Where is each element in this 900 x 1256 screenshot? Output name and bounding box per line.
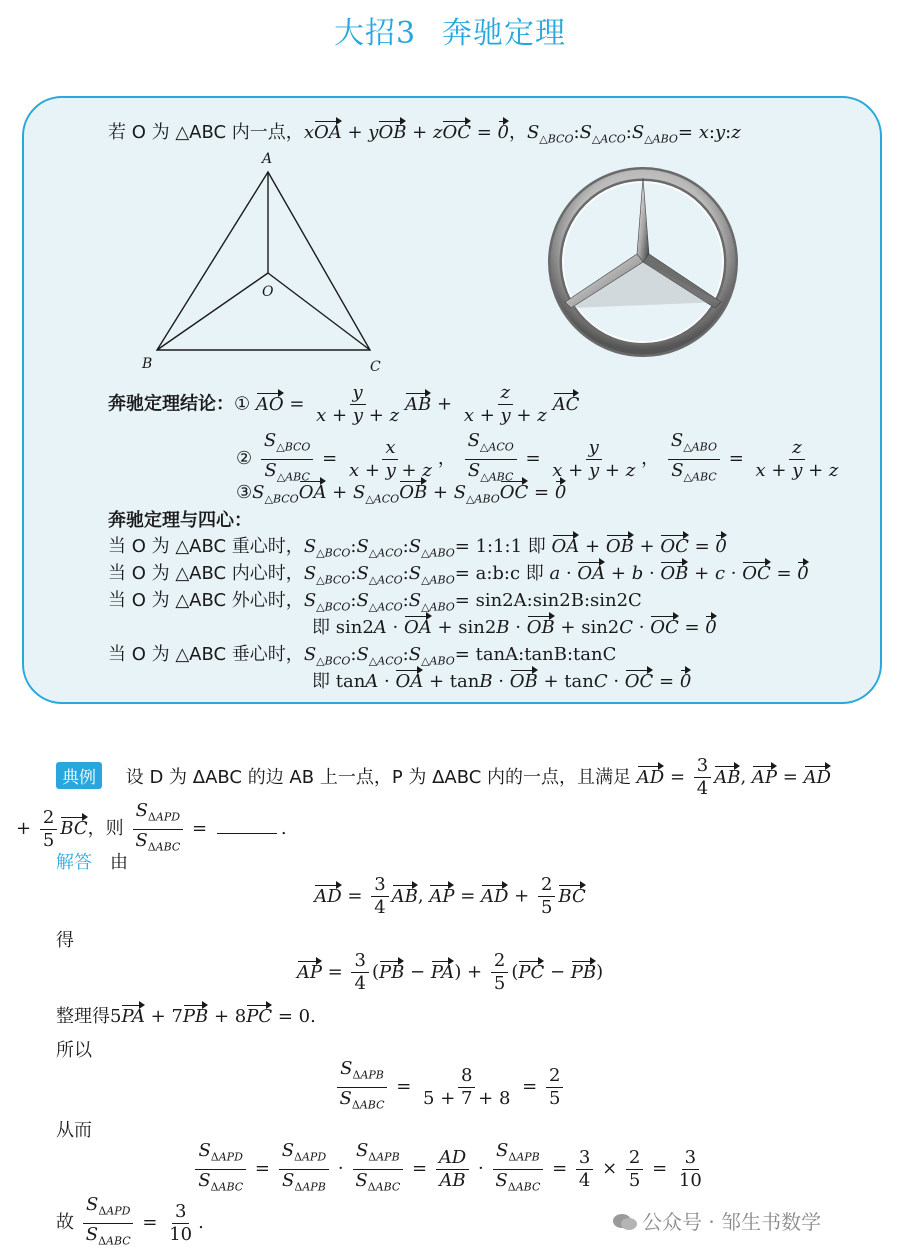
incenter-line: 当 O 为 △ABC 内心时，$S_{\triangle BCO}:S_{\triangle ACO}:S_{\triangle ABO}=$ a:b:c 即 a · OA + b · OB + c · OC = 0 <box>108 559 809 587</box>
example-question: 典例 设 D 为 ΔABC 的边 AB 上一点，P 为 ΔABC 内的一点，且满足 AD = $\frac{3}{4}$ AB, AP = AD <box>56 755 831 800</box>
triangle-diagram <box>130 148 400 380</box>
wechat-icon <box>612 1212 638 1232</box>
orthocenter-vector: 即 tanA · OA + tanB · OB + tanC · OC = 0 <box>312 667 691 693</box>
conclusion-2: ② $\frac{S_{\triangle BCO}}{S_{\triangle ABC}}$ = $\frac{x}{x + y + z}$ ， $\frac{S_{\triangle ACO}}{S_{\triangle ABC}}$ = $\frac{y}{x + y + z}$ ， $\frac{S_{\triangle ABO}}{S_{\triangle ABC}}$ = $\frac{z}{x + y + z}$ <box>236 430 839 484</box>
page-title: 大招3 奔驰定理 <box>333 16 567 51</box>
example-tag: 典例 <box>56 762 102 789</box>
answer-intro: 解答 由 <box>56 852 128 873</box>
answer-tag: 解答 <box>56 852 92 873</box>
congr-word: 从而 <box>56 1120 92 1141</box>
triangle-abc <box>157 172 370 350</box>
centroid-line: 当 O 为 △ABC 重心时，$S_{\triangle BCO}:S_{\triangle ACO}:S_{\triangle ABO}=$ 1:1:1 即 OA + OB + OC = 0 <box>108 532 727 560</box>
mercedes-star-logo <box>545 166 741 362</box>
theorem-statement: 若 O 为 △ABC 内一点，xOA + yOB + zOC = 0，$S_{\triangle BCO}:S_{\triangle ACO}:S_{\triangle ABO}=$ x:y:z <box>108 118 741 146</box>
label-o: O <box>262 284 274 300</box>
de-word: 得 <box>56 930 74 951</box>
label-a: A <box>262 151 273 167</box>
suoyi-word: 所以 <box>56 1040 92 1061</box>
label-b: B <box>142 356 153 372</box>
label-c: C <box>370 359 381 375</box>
circumcenter-line: 当 O 为 △ABC 外心时，$S_{\triangle BCO}:S_{\triangle ACO}:S_{\triangle ABO}=$ sin2A:sin2B:sin2C <box>108 590 642 614</box>
circumcenter-vector: 即 sin2A · OA + sin2B · OB + sin2C · OC = 0 <box>312 613 717 639</box>
segment-ob <box>157 273 268 350</box>
eq-zhengli: 整理得5PA + 7PB + 8PC = 0. <box>56 1002 316 1028</box>
segment-oc <box>268 273 370 350</box>
eq-ap: AP = $\frac{3}{4}$ (PB − PA) + $\frac{2}{5}$ (PC − PB) <box>296 950 604 994</box>
answer-blank <box>217 833 277 834</box>
orthocenter-line: 当 O 为 △ABC 垂心时，$S_{\triangle BCO}:S_{\triangle ACO}:S_{\triangle ABO}=$ tanA:tanB:tanC <box>108 644 617 668</box>
example-question-cont: + $\frac{2}{5}$ BC，则 $\frac{S_{\Delta APD}}{S_{\Delta ABC}}$ = . <box>16 800 287 854</box>
eq-final-chain: $\frac{S_{\Delta APD}}{S_{\Delta ABC}}$ = $\frac{S_{\Delta APD}}{S_{\Delta APB}}$ · $\frac{S_{\Delta APB}}{S_{\Delta ABC}}$ = $\frac{AD}{AB}$ · $\frac{S_{\Delta APB}}{S_{\Delta ABC}}$ = $\frac{3}{4}$ × $\frac{2}{5}$ = $\frac{3}{10}$ <box>0 1140 900 1198</box>
conclusion-1: 奔驰定理结论：① AO = $\frac{y}{x + y + z}$ AB + $\frac{z}{x + y + z}$ AC <box>108 382 580 426</box>
watermark: 公众号 · 邹生书数学 <box>612 1206 821 1235</box>
eq-conclusion: 故 $\frac{S_{\Delta APD}}{S_{\Delta ABC}}$ = $\frac{3}{10}$ . <box>56 1194 204 1248</box>
centers-heading: 奔驰定理与四心： <box>108 510 252 531</box>
conclusion-3: $③S_{\triangle BCO}OA + S_{\triangle ACO}OB + S_{\triangle ABO}OC = 0$ <box>236 478 566 506</box>
eq-given: AD = $\frac{3}{4}$ AB, AP = AD + $\frac{2}{5}$ BC <box>314 874 586 918</box>
eq-ratio-apb: $\frac{S_{\Delta APB}}{S_{\Delta ABC}}$ = $\frac{8}{5 + 7 + 8}$ = $\frac{2}{5}$ <box>0 1058 900 1116</box>
